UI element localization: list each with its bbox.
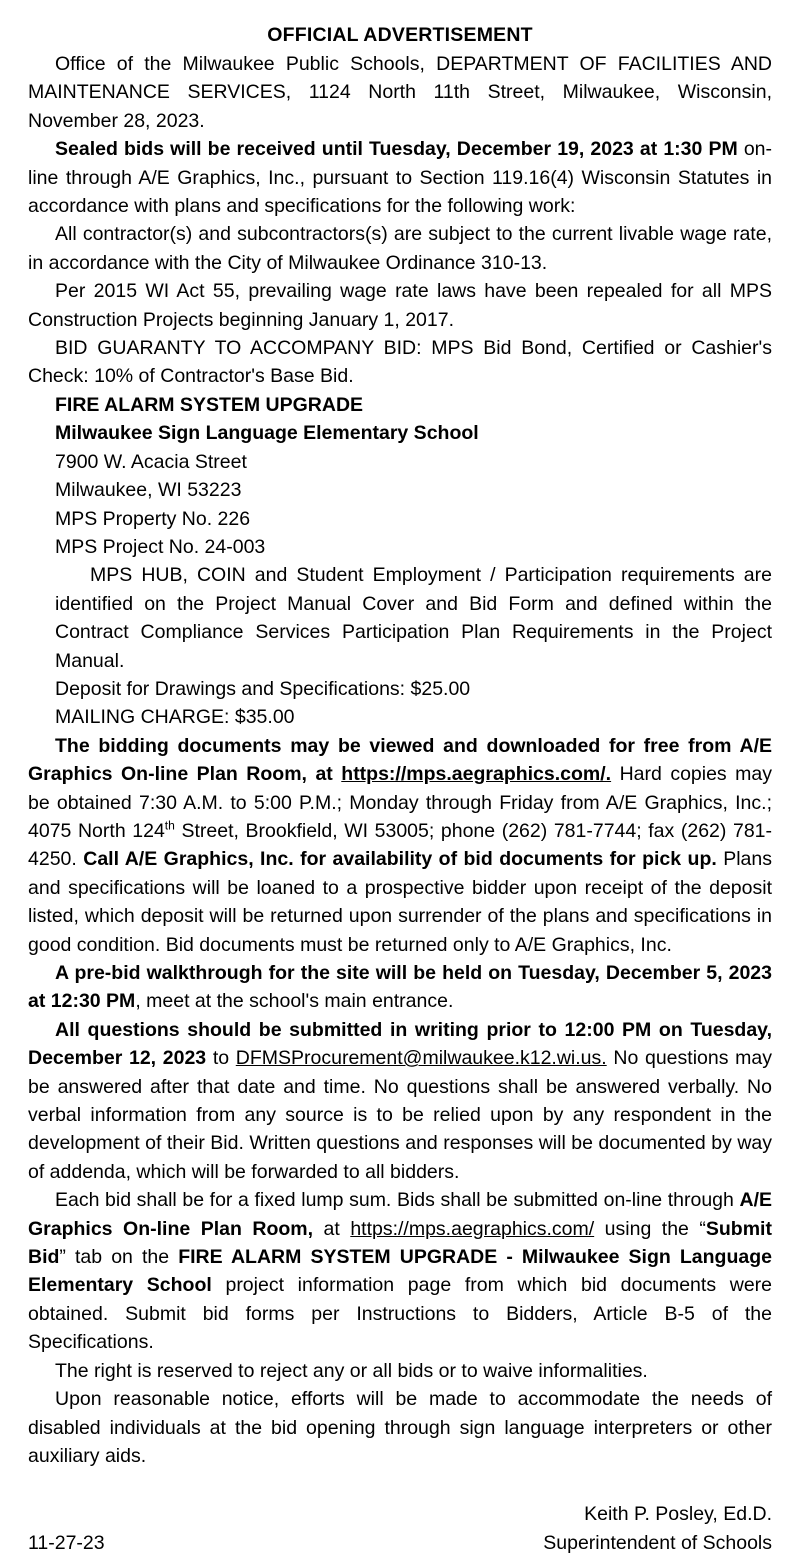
- text-run: Office of the Milwaukee Public Schools, DEPARTMENT OF FACILITIES AND MAINTENANCE SERVICES, 1124 North 11th Street, Milwaukee, Wisconsin, November 28, 2023.: [28, 53, 772, 132]
- fee-block: [28, 675, 772, 732]
- signature-title: Superintendent of Schools: [543, 1531, 772, 1554]
- text-run: ” tab on the: [59, 1246, 179, 1269]
- text-run: MPS HUB, COIN and Student Employment / Participation requirements are identified on the Project Manual Cover and Bid Form and defined within the Contract Compliance Services Participation Plan Requirements in the Project Manual.: [55, 564, 772, 672]
- text-run: , meet at the school's main entrance.: [135, 990, 454, 1013]
- school-name: Milwaukee Sign Language Elementary School: [55, 422, 479, 445]
- office-header: [28, 50, 772, 135]
- mps-hub: [28, 561, 772, 675]
- text-run: A/E Graphics On-line Plan Room,: [28, 1189, 772, 1240]
- pre-bid-walkthrough: [28, 959, 772, 1016]
- livable-wage: [28, 220, 772, 277]
- text-run: A pre-bid walkthrough for the site will be held on Tuesday, December 5, 2023 at 12:30 PM: [28, 962, 772, 1013]
- reasonable-notice: [28, 1385, 772, 1470]
- prevailing-wage: [28, 277, 772, 334]
- text-run: project information page from which bid documents were obtained. Submit bid forms per Instructions to Bidders, Article B-5 of the Specifications.: [28, 1274, 772, 1354]
- text-run: Each bid shall be for a fixed lump sum. Bids shall be submitted on-line through: [55, 1189, 740, 1212]
- text-run: Street, Brookfield, WI 53005; phone (262) 781-7744; fax (262) 781-4250.: [28, 819, 772, 871]
- issue-date: 11-27-23: [28, 1531, 105, 1554]
- text-run: using the “: [594, 1217, 706, 1240]
- text-run: on-line through A/E Graphics, Inc., pursuant to Section 119.16(4) Wisconsin Statutes in accordance with plans and specifications for the following work:: [28, 138, 773, 218]
- text-run: Submit Bid: [28, 1217, 772, 1269]
- text-run: The right is reserved to reject any or all bids or to waive informalities.: [55, 1359, 648, 1382]
- text-run: FIRE ALARM SYSTEM UPGRADE - Milwaukee Sign Language Elementary School: [28, 1246, 772, 1297]
- inline-link[interactable]: https://mps.aegraphics.com/: [350, 1217, 595, 1240]
- text-run: Upon reasonable notice, efforts will be made to accommodate the needs of disabled individuals at the bid opening through sign language interpreters or other auxiliary aids.: [28, 1388, 772, 1467]
- text-run: All questions should be submitted in writing prior to 12:00 PM on Tuesday, December 12, 2023: [28, 1018, 772, 1070]
- intro-paragraphs: [28, 50, 772, 391]
- text-run: All contractor(s) and subcontractors(s) are subject to the current livable wage rate, in accordance with the City of Milwaukee Ordinance 310-13.: [28, 223, 772, 274]
- property-number: MPS Property No. 226: [55, 507, 251, 530]
- text-run: Call A/E Graphics, Inc. for availability of bid documents for pick up.: [83, 848, 717, 871]
- participation-requirements: [28, 561, 772, 675]
- project-name: FIRE ALARM SYSTEM UPGRADE: [55, 393, 364, 416]
- text-run: No questions may be answered after that date and time. No questions shall be answered verbally. No verbal information from any source is to be relied upon by any respondent in the development of their Bid. Written questions and responses will be documented by way of addenda, which will be forwarded to all bidders.: [28, 1047, 772, 1183]
- inline-link[interactable]: DFMSProcurement@milwaukee.k12.wi.us.: [235, 1047, 607, 1070]
- city-state-zip: Milwaukee, WI 53223: [55, 479, 242, 502]
- page-title: OFFICIAL ADVERTISEMENT: [267, 24, 533, 46]
- text-run: Plans and specifications will be loaned to a prospective bidder upon receipt of the deposit listed, which deposit will be returned upon surrender of the plans and specifications in good condition. Bid documents must be returned only to A/E Graphics, Inc.: [28, 848, 772, 956]
- signature-footer: [28, 1500, 772, 1560]
- questions: [28, 1016, 772, 1186]
- inline-link[interactable]: https://mps.aegraphics.com/.: [341, 763, 612, 786]
- text-run: at: [313, 1217, 351, 1240]
- right-reserved: [28, 1357, 772, 1385]
- bidding-instructions: [28, 732, 772, 1471]
- text-run: The bidding documents may be viewed and downloaded for free from A/E Graphics On-line Plan Room, at: [28, 734, 772, 786]
- text-run: Hard copies may be obtained 7:30 A.M. to 5:00 P.M.; Monday through Friday from A/E Graphics, Inc.; 4075 North 124: [28, 763, 773, 842]
- superscript-ordinal: th: [164, 818, 175, 833]
- text-run: to: [206, 1047, 236, 1070]
- each-bid: [28, 1186, 772, 1356]
- text-run: Per 2015 WI Act 55, prevailing wage rate laws have been repealed for all MPS Construction Projects beginning January 1, 2017.: [28, 280, 772, 331]
- project-number: MPS Project No. 24-003: [55, 535, 266, 558]
- mailing-charge-line: MAILING CHARGE: $35.00: [55, 706, 295, 729]
- bidding-documents: [28, 732, 772, 959]
- signature-name: Keith P. Posley, Ed.D.: [584, 1503, 772, 1526]
- text-run: Sealed bids will be received until Tuesday, December 19, 2023 at 1:30 PM: [55, 138, 738, 161]
- text-run: BID GUARANTY TO ACCOMPANY BID: MPS Bid Bond, Certified or Cashier's Check: 10% of Contractor's Base Bid.: [28, 337, 772, 388]
- sealed-bids: [28, 135, 772, 220]
- street-address: 7900 W. Acacia Street: [55, 450, 247, 473]
- deposit-line: Deposit for Drawings and Specifications: $25.00: [55, 677, 471, 700]
- bid-guaranty: [28, 334, 772, 391]
- project-identification-block: [28, 391, 772, 561]
